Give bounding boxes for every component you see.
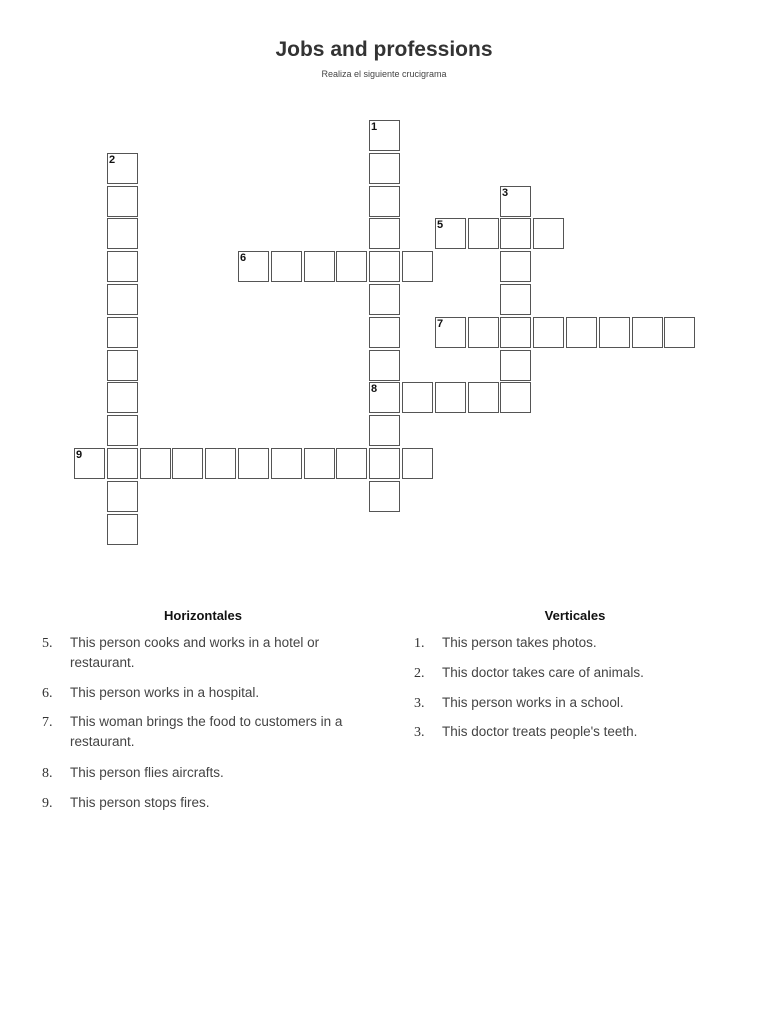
crossword-cell[interactable] [664, 317, 695, 348]
crossword-cell[interactable] [500, 317, 531, 348]
clue-across-6 [42, 683, 372, 704]
crossword-cell[interactable] [336, 448, 367, 479]
crossword-cell[interactable] [107, 186, 138, 217]
clue-number-label: 3 [502, 187, 509, 199]
crossword-cell[interactable] [304, 251, 335, 282]
crossword-cell[interactable] [369, 186, 400, 217]
crossword-cell[interactable] [369, 382, 400, 413]
clue-text: This person takes photos. [442, 635, 597, 650]
crossword-cell[interactable] [500, 284, 531, 315]
clue-text: This person works in a hospital. [70, 685, 260, 700]
clue-number-label: 8 [371, 383, 378, 395]
crossword-cell[interactable] [140, 448, 171, 479]
clue-number: 9. [42, 796, 53, 811]
crossword-cell[interactable] [369, 415, 400, 446]
crossword-cell[interactable] [107, 514, 138, 545]
vertical-heading: Verticales [544, 608, 606, 623]
crossword-cell[interactable] [107, 284, 138, 315]
crossword-cell[interactable] [369, 218, 400, 249]
crossword-cell[interactable] [205, 448, 236, 479]
crossword-cell[interactable] [533, 317, 564, 348]
clue-across-5 [42, 633, 372, 673]
crossword-cell[interactable] [369, 153, 400, 184]
crossword-cell[interactable] [107, 218, 138, 249]
clue-across-9 [42, 793, 372, 814]
crossword-cell[interactable] [402, 251, 433, 282]
crossword-cell[interactable] [107, 382, 138, 413]
clue-number-label: 9 [76, 449, 83, 461]
crossword-cell[interactable] [271, 251, 302, 282]
clue-number: 5. [42, 636, 53, 651]
clue-number: 2. [414, 666, 425, 681]
clue-down-4 [414, 722, 734, 743]
crossword-cell[interactable] [468, 218, 499, 249]
crossword-cell[interactable] [369, 120, 400, 151]
clue-number-label: 7 [437, 318, 444, 330]
clue-text: This woman brings the food to customers in a restaurant. [70, 714, 343, 749]
clue-number: 8. [42, 766, 53, 781]
crossword-cell[interactable] [238, 448, 269, 479]
clue-across-7 [42, 712, 372, 752]
crossword-cell[interactable] [435, 382, 466, 413]
crossword-cell[interactable] [500, 218, 531, 249]
crossword-cell[interactable] [500, 350, 531, 381]
clue-across-8 [42, 763, 372, 784]
crossword-cell[interactable] [435, 218, 466, 249]
clue-number: 6. [42, 686, 53, 701]
clue-down-1 [414, 633, 734, 654]
crossword-cell[interactable] [566, 317, 597, 348]
crossword-cell[interactable] [238, 251, 269, 282]
clue-text: This doctor treats people's teeth. [442, 724, 638, 739]
crossword-cell[interactable] [599, 317, 630, 348]
clue-number: 7. [42, 715, 53, 730]
clue-text: This doctor takes care of animals. [442, 665, 644, 680]
clue-down-3 [414, 693, 734, 714]
clue-text: This person cooks and works in a hotel or restaurant. [70, 635, 320, 670]
crossword-cell[interactable] [107, 317, 138, 348]
crossword-cell[interactable] [369, 448, 400, 479]
crossword-cell[interactable] [435, 317, 466, 348]
crossword-cell[interactable] [107, 448, 138, 479]
clue-number-label: 2 [109, 154, 116, 166]
clue-down-2 [414, 663, 734, 684]
crossword-cell[interactable] [468, 317, 499, 348]
crossword-cell[interactable] [369, 251, 400, 282]
crossword-cell[interactable] [468, 382, 499, 413]
clue-number: 1. [414, 636, 425, 651]
crossword-cell[interactable] [74, 448, 105, 479]
clue-number: 3. [414, 696, 425, 711]
crossword-cell[interactable] [533, 218, 564, 249]
crossword-cell[interactable] [500, 251, 531, 282]
clue-number-label: 5 [437, 219, 444, 231]
crossword-cell[interactable] [107, 251, 138, 282]
crossword-cell[interactable] [402, 448, 433, 479]
clue-number-label: 1 [371, 121, 378, 133]
crossword-cell[interactable] [369, 350, 400, 381]
page-subtitle: Realiza el siguiente crucigrama [321, 69, 447, 79]
crossword-cell[interactable] [172, 448, 203, 479]
crossword-cell[interactable] [402, 382, 433, 413]
clue-text: This person stops fires. [70, 795, 210, 810]
crossword-cell[interactable] [107, 481, 138, 512]
crossword-cell[interactable] [107, 415, 138, 446]
clue-number: 3. [414, 725, 425, 740]
crossword-cell[interactable] [271, 448, 302, 479]
crossword-cell[interactable] [369, 317, 400, 348]
crossword-cell[interactable] [107, 153, 138, 184]
crossword-cell[interactable] [500, 186, 531, 217]
crossword-cell[interactable] [107, 350, 138, 381]
clue-number-label: 6 [240, 252, 247, 264]
horizontal-heading: Horizontales [163, 608, 242, 623]
crossword-cell[interactable] [336, 251, 367, 282]
page-title: Jobs and professions [275, 38, 493, 61]
crossword-cell[interactable] [369, 481, 400, 512]
clue-text: This person flies aircrafts. [70, 765, 224, 780]
clue-text: This person works in a school. [442, 695, 624, 710]
crossword-cell[interactable] [369, 284, 400, 315]
crossword-cell[interactable] [304, 448, 335, 479]
crossword-cell[interactable] [632, 317, 663, 348]
crossword-cell[interactable] [500, 382, 531, 413]
